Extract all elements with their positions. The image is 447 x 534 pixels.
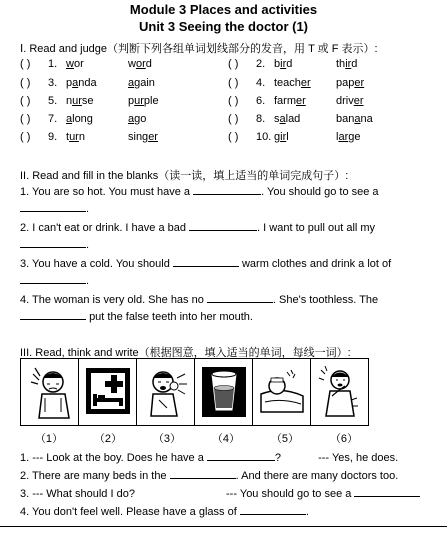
judge-row	[20, 77, 155, 89]
picture-label-1: （1）	[34, 433, 64, 445]
unit-title: Unit 3 Seeing the doctor (1)	[138, 19, 308, 34]
s2-q1-line1	[20, 184, 379, 198]
s2-q4-blank-2[interactable]	[20, 309, 86, 320]
glass-of-water-icon	[199, 364, 249, 420]
s2-q4-text-c: put the false teeth into her mouth.	[89, 311, 253, 323]
judge-row	[228, 58, 357, 70]
word-1: girl	[274, 131, 289, 143]
s2-q1-blank-1[interactable]	[193, 184, 261, 195]
word-2: word	[128, 58, 152, 70]
word-1: turn	[66, 131, 85, 143]
word-2: driver	[336, 95, 364, 107]
s2-q3-text-b: warm clothes and drink a lot of	[241, 258, 392, 270]
word-2: banana	[336, 113, 373, 125]
answer-bracket[interactable]: ( )	[228, 95, 239, 107]
answer-bracket[interactable]: ( )	[20, 58, 31, 70]
s2-q2-text-a: 2. I can't eat or drink. I have a bad	[20, 222, 186, 234]
picture-table	[20, 358, 369, 426]
judge-row	[20, 113, 146, 125]
s3-q3-text-a: 3. --- What should I do?	[20, 488, 135, 500]
word-2: singer	[128, 131, 158, 143]
s3-q1-text-c: --- Yes, he does.	[318, 452, 399, 464]
s3-q1-text-a: 1. --- Look at the boy. Does he have a	[20, 452, 204, 464]
page-divider	[0, 526, 447, 527]
picture-1-cell	[21, 359, 79, 426]
s3-q3-text-b: --- You should go to see a	[226, 488, 352, 500]
picture-label-5: （5）	[270, 433, 300, 445]
answer-bracket[interactable]: ( )	[20, 113, 31, 125]
word-1: bird	[274, 58, 293, 70]
s3-q4-blank[interactable]	[240, 504, 306, 515]
s2-q3-line2: .	[20, 273, 89, 287]
sick-boy-fever-icon	[25, 364, 75, 420]
item-number: 3.	[48, 77, 58, 89]
s2-q1-text-b: . You should go to see a	[261, 186, 379, 198]
word-2: again	[128, 77, 155, 89]
judge-row	[228, 77, 364, 89]
answer-bracket[interactable]: ( )	[228, 131, 239, 143]
picture-3-cell	[137, 359, 195, 426]
item-number: 7.	[48, 113, 58, 125]
item-number: 8.	[256, 113, 266, 125]
s3-q1-text-b: ?	[274, 452, 282, 464]
judge-row	[228, 95, 364, 107]
module-title: Module 3 Places and activities	[129, 2, 318, 17]
s2-q1-text-a: 1. You are so hot. You must have a	[20, 186, 191, 198]
s3-q2-text-b: . And there are many doctors too.	[235, 470, 399, 482]
picture-label-2: （2）	[93, 433, 123, 445]
s3-q1-blank[interactable]	[207, 450, 275, 461]
word-2: ago	[128, 113, 147, 125]
s3-q3	[20, 486, 420, 500]
picture-label-6: （6）	[329, 433, 359, 445]
s2-q4-blank-1[interactable]	[207, 292, 273, 303]
judge-row	[228, 131, 360, 143]
section2-heading: II. Read and fill in the blanks（读一读，填上适当的单词完成句子）:	[20, 170, 349, 182]
s2-q2-text-b: . I want to pull out all my	[257, 222, 376, 234]
answer-bracket[interactable]: ( )	[228, 58, 239, 70]
judge-row	[20, 131, 158, 143]
word-1: teacher	[274, 77, 311, 89]
word-1: panda	[66, 77, 97, 89]
item-number: 5.	[48, 95, 58, 107]
answer-bracket[interactable]: ( )	[228, 113, 239, 125]
picture-label-3: （3）	[152, 433, 182, 445]
section1-heading: Ⅰ. Read and judge（判断下列各组单词划线部分的发音，用 T 或 F 表示）:	[20, 43, 378, 55]
answer-bracket[interactable]: ( )	[20, 77, 31, 89]
word-2: paper	[336, 77, 365, 89]
word-1: salad	[274, 113, 301, 125]
item-number: 10.	[256, 131, 272, 143]
answer-bracket[interactable]: ( )	[20, 131, 31, 143]
word-1: along	[66, 113, 93, 125]
s2-q1-line2: .	[20, 201, 89, 215]
s2-q4-line1	[20, 292, 378, 306]
item-number: 4.	[256, 77, 266, 89]
section3-heading: III. Read, think and write（根据图意，填入适当的单词，每线一词）:	[20, 347, 351, 359]
item-number: 9.	[48, 131, 58, 143]
picture-5-cell	[253, 359, 311, 426]
s2-q4-text-a: 4. The woman is very old. She has no	[20, 294, 204, 306]
s3-q4	[20, 504, 309, 518]
s2-q1-blank-2[interactable]	[20, 201, 86, 212]
boy-toothache-icon	[141, 364, 191, 420]
s2-q2-blank-2[interactable]	[20, 237, 86, 248]
s3-q1	[20, 450, 398, 464]
picture-2-cell	[79, 359, 137, 426]
hospital-bed-icon	[83, 364, 133, 420]
s2-q2-line2: .	[20, 237, 89, 251]
picture-label-4: （4）	[211, 433, 241, 445]
s3-q4-text-a: 4. You don't feel well. Please have a glass of	[20, 506, 237, 518]
item-number: 6.	[256, 95, 266, 107]
s2-q4-text-b: . She's toothless. The	[272, 294, 379, 306]
word-1: farmer	[274, 95, 306, 107]
s2-q2-blank-1[interactable]	[189, 220, 257, 231]
word-1: nurse	[66, 95, 94, 107]
item-number: 1.	[48, 58, 58, 70]
item-number: 2.	[256, 58, 266, 70]
s2-q3-line1	[20, 256, 391, 270]
s3-q2-blank[interactable]	[170, 468, 236, 479]
s3-q2	[20, 468, 398, 482]
s2-q3-blank-2[interactable]	[20, 273, 86, 284]
word-2: purple	[128, 95, 159, 107]
s2-q3-blank-1[interactable]	[173, 256, 239, 267]
s3-q4-text-b: .	[305, 506, 309, 518]
judge-row	[228, 113, 373, 125]
s2-q2-line1	[20, 220, 375, 234]
s3-q3-blank[interactable]	[354, 486, 420, 497]
picture-6-cell	[311, 359, 369, 426]
word-2: third	[336, 58, 358, 70]
sick-in-bed-icon	[257, 364, 307, 420]
judge-row	[20, 95, 159, 107]
boy-coughing-icon	[315, 364, 365, 420]
s3-q2-text-a: 2. There are many beds in the	[20, 470, 167, 482]
answer-bracket[interactable]: ( )	[20, 95, 31, 107]
picture-4-cell	[195, 359, 253, 426]
s2-q4-line2	[20, 309, 253, 323]
s2-q3-text-a: 3. You have a cold. You should	[20, 258, 170, 270]
judge-row	[20, 58, 152, 70]
word-2: large	[336, 131, 361, 143]
answer-bracket[interactable]: ( )	[228, 77, 239, 89]
word-1: wor	[66, 58, 84, 70]
